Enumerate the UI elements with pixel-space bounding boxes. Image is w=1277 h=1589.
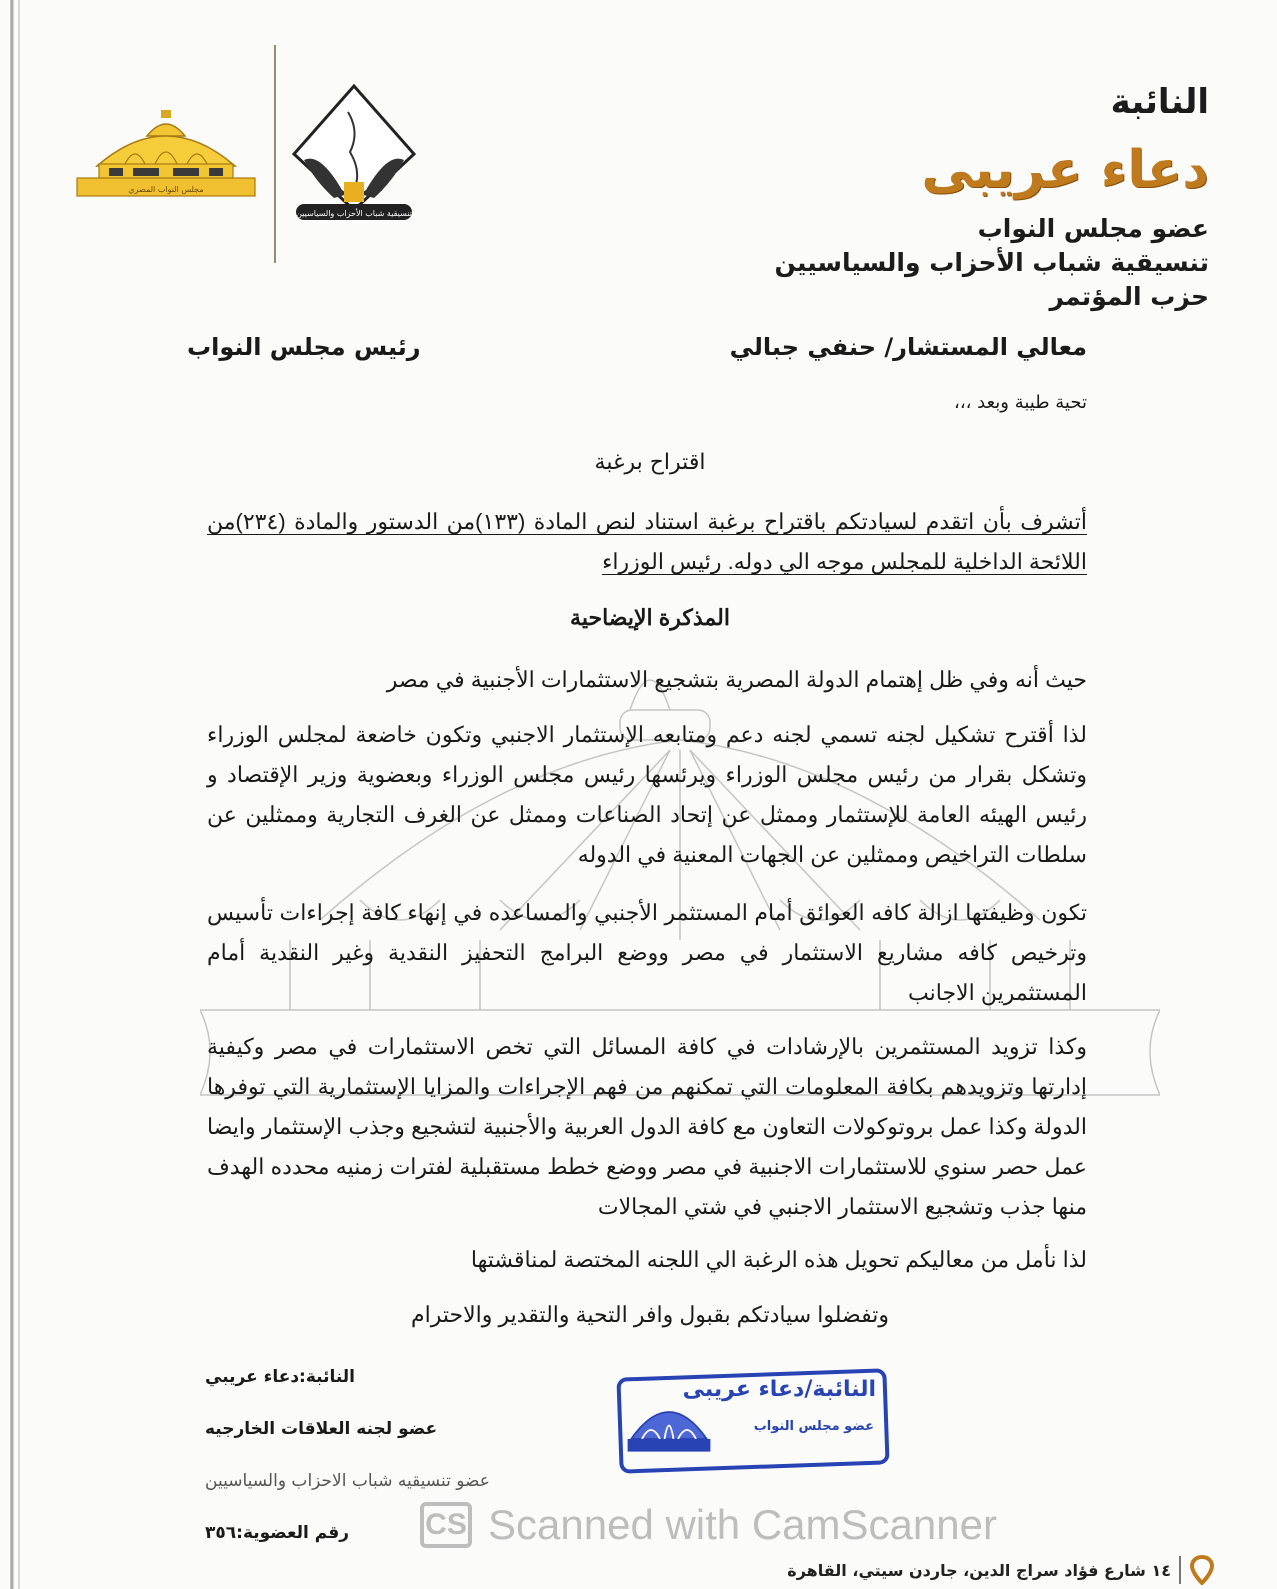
affiliation-coordination: تنسيقية شباب الأحزاب والسياسيين (774, 248, 1209, 277)
addressee-name: معالي المستشار/ حنفي جبالي (729, 333, 1087, 361)
logo-divider (274, 45, 276, 263)
letterhead-name: دعاء عريبى (921, 140, 1209, 200)
parliament-dome-logo (75, 108, 257, 200)
greeting: تحية طيبة وبعد ،،، (954, 392, 1087, 413)
page-edge-shadow (18, 0, 20, 1589)
intro-paragraph (207, 502, 1087, 582)
intro-text: أتشرف بأن اتقدم لسيادتكم باقتراح برغبة استناد لنص المادة (١٣٣)من الدستور والمادة (٢٣٤)من اللائحة الداخلية للمجلس موجه الي دوله. رئيس الوزراء (207, 509, 1087, 574)
stamp-name: النائبة/دعاء عريبى (682, 1377, 876, 1402)
paragraph-proposal: لذا أقترح تشكيل لجنه تسمي لجنه دعم ومتابعه الإستثمار الاجنبي وتكون خاضعة لمجلس الوزراء وتشكل بقرار من رئيس مجلس الوزراء ويرئسها رئيس مجلس الوزراء وبعضوية وزير الإقتصاد و رئيس الهيئه العامة للإستثمار وممثل عن إتحاد الصناعات وممثل عن الغرف التجارية وممثلين عن سلطات التراخيص وممثلين عن الجهات المعنية في الدوله (207, 722, 1087, 867)
letterhead-affiliations (775, 212, 1209, 314)
addressee-line (187, 333, 1087, 361)
page-edge (10, 0, 14, 1589)
paragraph-support: وكذا تزويد المستثمرين بالإرشادات في كافة المسائل التي تخص الاستثمارات في مصر وكيفية إدارتها وتزويدهم بكافة المعلومات التي تمكنهم من فهم الإجراءات والمزايا الإستثمارية التي توفرها الدولة وكذا عمل بروتوكولات التعاون مع كافة الدول العربية والأجنبية لتشجيع وجذب الإستثمار وايضا عمل حصر سنوي للاستثمارات الاجنبية في مصر ووضع خطط مستقبلية لفترات زمنيه محدده الهدف منها جذب وتشجيع الاستثمار الاجنبي في شتي المجالات (207, 1034, 1087, 1219)
closing-line: وتفضلوا سيادتكم بقبول وافر التحية والتقدير والاحترام (410, 1302, 889, 1327)
footer-divider (1179, 1556, 1181, 1584)
footer-address (787, 1555, 1215, 1585)
affiliation-parliament: عضو مجلس النواب (977, 214, 1209, 243)
stamp-subtitle: عضو مجلس النواب (753, 1419, 874, 1434)
letterhead-title: النائبة (1110, 82, 1209, 122)
affiliation-party: حزب المؤتمر (1049, 282, 1209, 311)
camscanner-watermark (420, 1500, 997, 1550)
letter-subject: اقتراح برغبة (594, 450, 706, 475)
addressee-title: رئيس مجلس النواب (187, 333, 421, 361)
paragraph-function: تكون وظيفتها ازالة كافه العوائق أمام المستثمر الأجنبي والمساعده في إنهاء كافة إجراءات تأسيس وترخيص كافه مشاريع الاستثمار في مصر ووضع البرامج التحفيز النقدية وغير النقدية أمام المستثمرين الاجانب (207, 900, 1087, 1005)
camscanner-logo: CS (420, 1502, 472, 1548)
memo-title: المذكرة الإيضاحية (570, 605, 730, 630)
footer-address-text: ١٤ شارع فؤاد سراج الدين، جاردن سيتي، القاهرة (787, 1560, 1171, 1580)
camscanner-text: Scanned with CamScanner (488, 1501, 997, 1548)
location-pin-icon (1189, 1555, 1215, 1585)
signature-membership: رقم العضوية:٣٥٦ (205, 1523, 350, 1543)
coordination-logo (290, 82, 418, 227)
paragraph-request: لذا نأمل من معاليكم تحويل هذه الرغبة الي اللجنه المختصة لمناقشتها (470, 1247, 1087, 1272)
coordination-logo-caption: تنسيقية شباب الأحزاب والسياسيين (296, 209, 412, 218)
signature-coordination: عضو تنسيقيه شباب الاحزاب والسياسيين (205, 1471, 490, 1491)
paragraph-context: حيث أنه وفي ظل إهتمام الدولة المصرية بتشجيع الاستثمارات الأجنبية في مصر (386, 667, 1087, 692)
signature-name: النائبة:دعاء عريبي (205, 1367, 356, 1387)
parliament-logo-caption: مجلس النواب المصري (128, 185, 204, 194)
official-stamp (600, 1365, 890, 1480)
signature-committee: عضو لجنه العلاقات الخارجيه (205, 1419, 438, 1439)
